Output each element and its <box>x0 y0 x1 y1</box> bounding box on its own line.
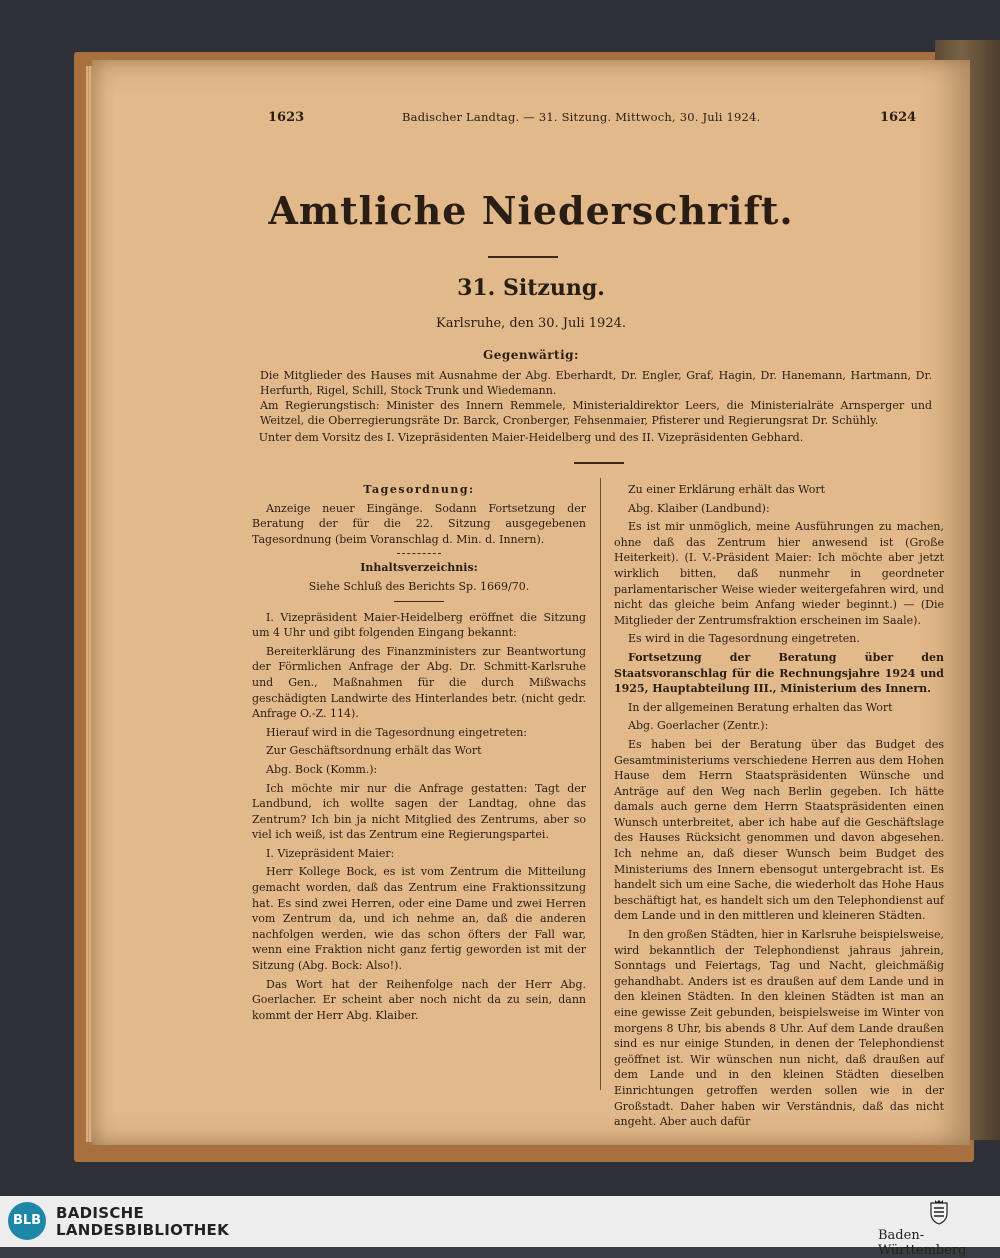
paragraph: Bereiterklärung des Finanzministers zur Beantwortung der Förmlichen Anfrage der Abg. Dr. Schmitt-Karlsruhe und Gen., Maßnahmen für die durch Mißwachs geschädigten Landwirte des Hinterlandes betr. (nicht gedr. Anfrage O.-Z. 114). <box>252 644 586 721</box>
paragraph: Das Wort hat der Reihenfolge nach der Herr Abg. Goerlacher. Er scheint aber noch nicht da zu sein, dann kommt der Herr Abg. Klaiber. <box>252 977 586 1022</box>
speaker-line: Abg. Goerlacher (Zentr.): <box>628 719 769 733</box>
document-page <box>92 60 970 1145</box>
blb-logo-icon[interactable]: BLB <box>8 1202 46 1240</box>
right-column <box>614 482 944 1133</box>
page-number-left: 1623 <box>268 110 305 125</box>
present-label: Gegenwärtig: <box>483 348 579 362</box>
page-number-right: 1624 <box>880 110 917 125</box>
state-name: Baden-Württemberg <box>878 1228 967 1258</box>
paragraph: Herr Kollege Bock, es ist vom Zentrum die Mitteilung gemacht worden, daß das Zentrum eine Fraktionssitzung hat. Es sind zwei Herren, oder eine Dame und zwei Herren vom Zentrum da, und ich nehme an, daß die anderen nachfolgen werden, wie das schon öfters der Fall war, wenn eine Fraktion nicht ganz fertig geworden ist mit der Sitzung (Abg. Bock: Also!). <box>252 865 586 973</box>
dash-divider <box>397 553 441 554</box>
dateline: Karlsruhe, den 30. Juli 1924. <box>436 316 626 331</box>
paragraph: Hierauf wird in die Tagesordnung eingetreten: <box>266 725 528 739</box>
government-bench: Am Regierungstisch: Minister des Innern Remmele, Ministerialdirektor Leers, die Ministerialräte Arnsperger und Weitzel, die Oberregierungsräte Dr. Barck, Cronberger, Fehsenmaier, Pfisterer und Regierungsrat Dr. Schühly. <box>260 399 932 427</box>
agenda-item: Fortsetzung der Beratung über den Staatsvoranschlag für die Rechnungsjahre 1924 und 1925, Hauptabteilung III., Ministerium des Innern. <box>614 650 944 696</box>
index-label: Inhaltsverzeichnis: <box>360 561 478 575</box>
column-divider <box>600 478 601 1090</box>
paragraph: Ich möchte mir nur die Anfrage gestatten: Tagt der Landbund, ich wollte sagen der Landtag, ohne das Zentrum? Ich bin ja nicht Mitglied des Zentrums, aber so viel ich weiß, ist das Zentrum eine Regierungspartei. <box>252 781 586 842</box>
index-text: Siehe Schluß des Berichts Sp. 1669/70. <box>308 579 530 593</box>
agenda-text: Anzeige neuer Eingänge. Sodann Fortsetzung der Beratung der für die 22. Sitzung ausgegebenen Tagesordnung (beim Voranschlag d. Min. d. Innern). <box>252 501 586 546</box>
paragraph: In den großen Städten, hier in Karlsruhe beispielsweise, wird bekanntlich der Telephondienst jahraus jahrein, Sonntags und Feiertags, Tag und Nacht, gleichmäßig gehandhabt. Anders ist es draußen auf dem Lande und in den kleinen Städten. In den kleinen Städten ist man an eine gewisse Zeit gebunden, beispielsweise im Winter von morgens 8 Uhr, bis abends 8 Uhr. Auf dem Lande draußen sind es nur einige Stunden, in denen der Telephondienst geöffnet ist. Wir wünschen nun nicht, daß draußen auf dem Lande und in den kleinen Städten dieselben Einrichtungen getroffen werden sollen wie in der Großstadt. Daher haben wir Verständnis, daß das nicht angeht. Aber auch dafür <box>614 928 944 1129</box>
session-heading: 31. Sitzung. <box>457 275 605 301</box>
speaker-line: Abg. Klaiber (Landbund): <box>628 501 770 515</box>
paragraph: Zur Geschäftsordnung erhält das Wort <box>266 744 482 758</box>
divider <box>394 601 444 602</box>
library-name-line2[interactable]: LANDESBIBLIOTHEK <box>56 1221 230 1239</box>
chair-line: Unter dem Vorsitz des I. Vizepräsidenten Maier-Heidelberg und des II. Vizepräsidenten Gebhard. <box>258 431 804 444</box>
speaker-line: Abg. Bock (Komm.): <box>266 762 378 776</box>
paragraph: I. Vizepräsident Maier-Heidelberg eröffnet die Sitzung um 4 Uhr und gibt folgenden Eingang bekannt: <box>252 610 586 640</box>
paragraph: Es ist mir unmöglich, meine Ausführungen zu machen, ohne daß das Zentrum hier anwesend ist (Große Heiterkeit). (I. V.-Präsident Maier: Ich möchte aber jetzt wirklich bitten, daß nunmehr in geordneter parlamentarischer Weise wieder weitergefahren wird, und nicht das gleiche beim Anfang wieder beginnt.) — (Die Mitglieder der Zentrumsfraktion erscheinen im Saale). <box>614 520 944 627</box>
section-rule <box>574 462 624 464</box>
paragraph: Es wird in die Tagesordnung eingetreten. <box>628 632 860 646</box>
library-name-line1[interactable]: BADISCHE <box>56 1204 145 1222</box>
paragraph: Es haben bei der Beratung über das Budget des Gesamtministeriums verschiedene Herren aus dem Hohen Hause dem Herrn Staatspräsidenten Wünsche und Anträge auf den Weg nach Berlin gegeben. Ich hätte damals auch gerne dem Herrn Staatspräsidenten einen Wunsch unterbreitet, aber ich habe auf die Geschäftslage des Hauses Rücksicht genommen und davon abgesehen. Ich nehme an, daß dieser Wunsch beim Budget des Ministeriums des Innern ebensogut untergebracht ist. Es handelt sich um eine Sache, die wiederholt das Hohe Haus beschäftigt hat, es handelt sich um den Telephondienst auf dem Lande und in den mittleren und kleineren Städten. <box>614 737 944 923</box>
paragraph: In der allgemeinen Beratung erhalten das Wort <box>628 700 893 714</box>
coat-of-arms-icon <box>928 1199 950 1225</box>
agenda-label: Tagesordnung: <box>363 483 475 496</box>
left-column <box>252 482 586 1026</box>
present-members: Die Mitglieder des Hauses mit Ausnahme der Abg. Eberhardt, Dr. Engler, Graf, Hagin, Dr. Hanemann, Hartmann, Dr. Herfurth, Rigel, Schill, Stock Trunk und Wiedemann. <box>260 369 932 397</box>
paragraph: Zu einer Erklärung erhält das Wort <box>628 483 826 496</box>
speaker-line: I. Vizepräsident Maier: <box>266 846 395 860</box>
title-rule <box>488 256 558 258</box>
page-title: Amtliche Niederschrift. <box>268 188 794 233</box>
running-head: Badischer Landtag. — 31. Sitzung. Mittwoch, 30. Juli 1924. <box>402 110 761 124</box>
